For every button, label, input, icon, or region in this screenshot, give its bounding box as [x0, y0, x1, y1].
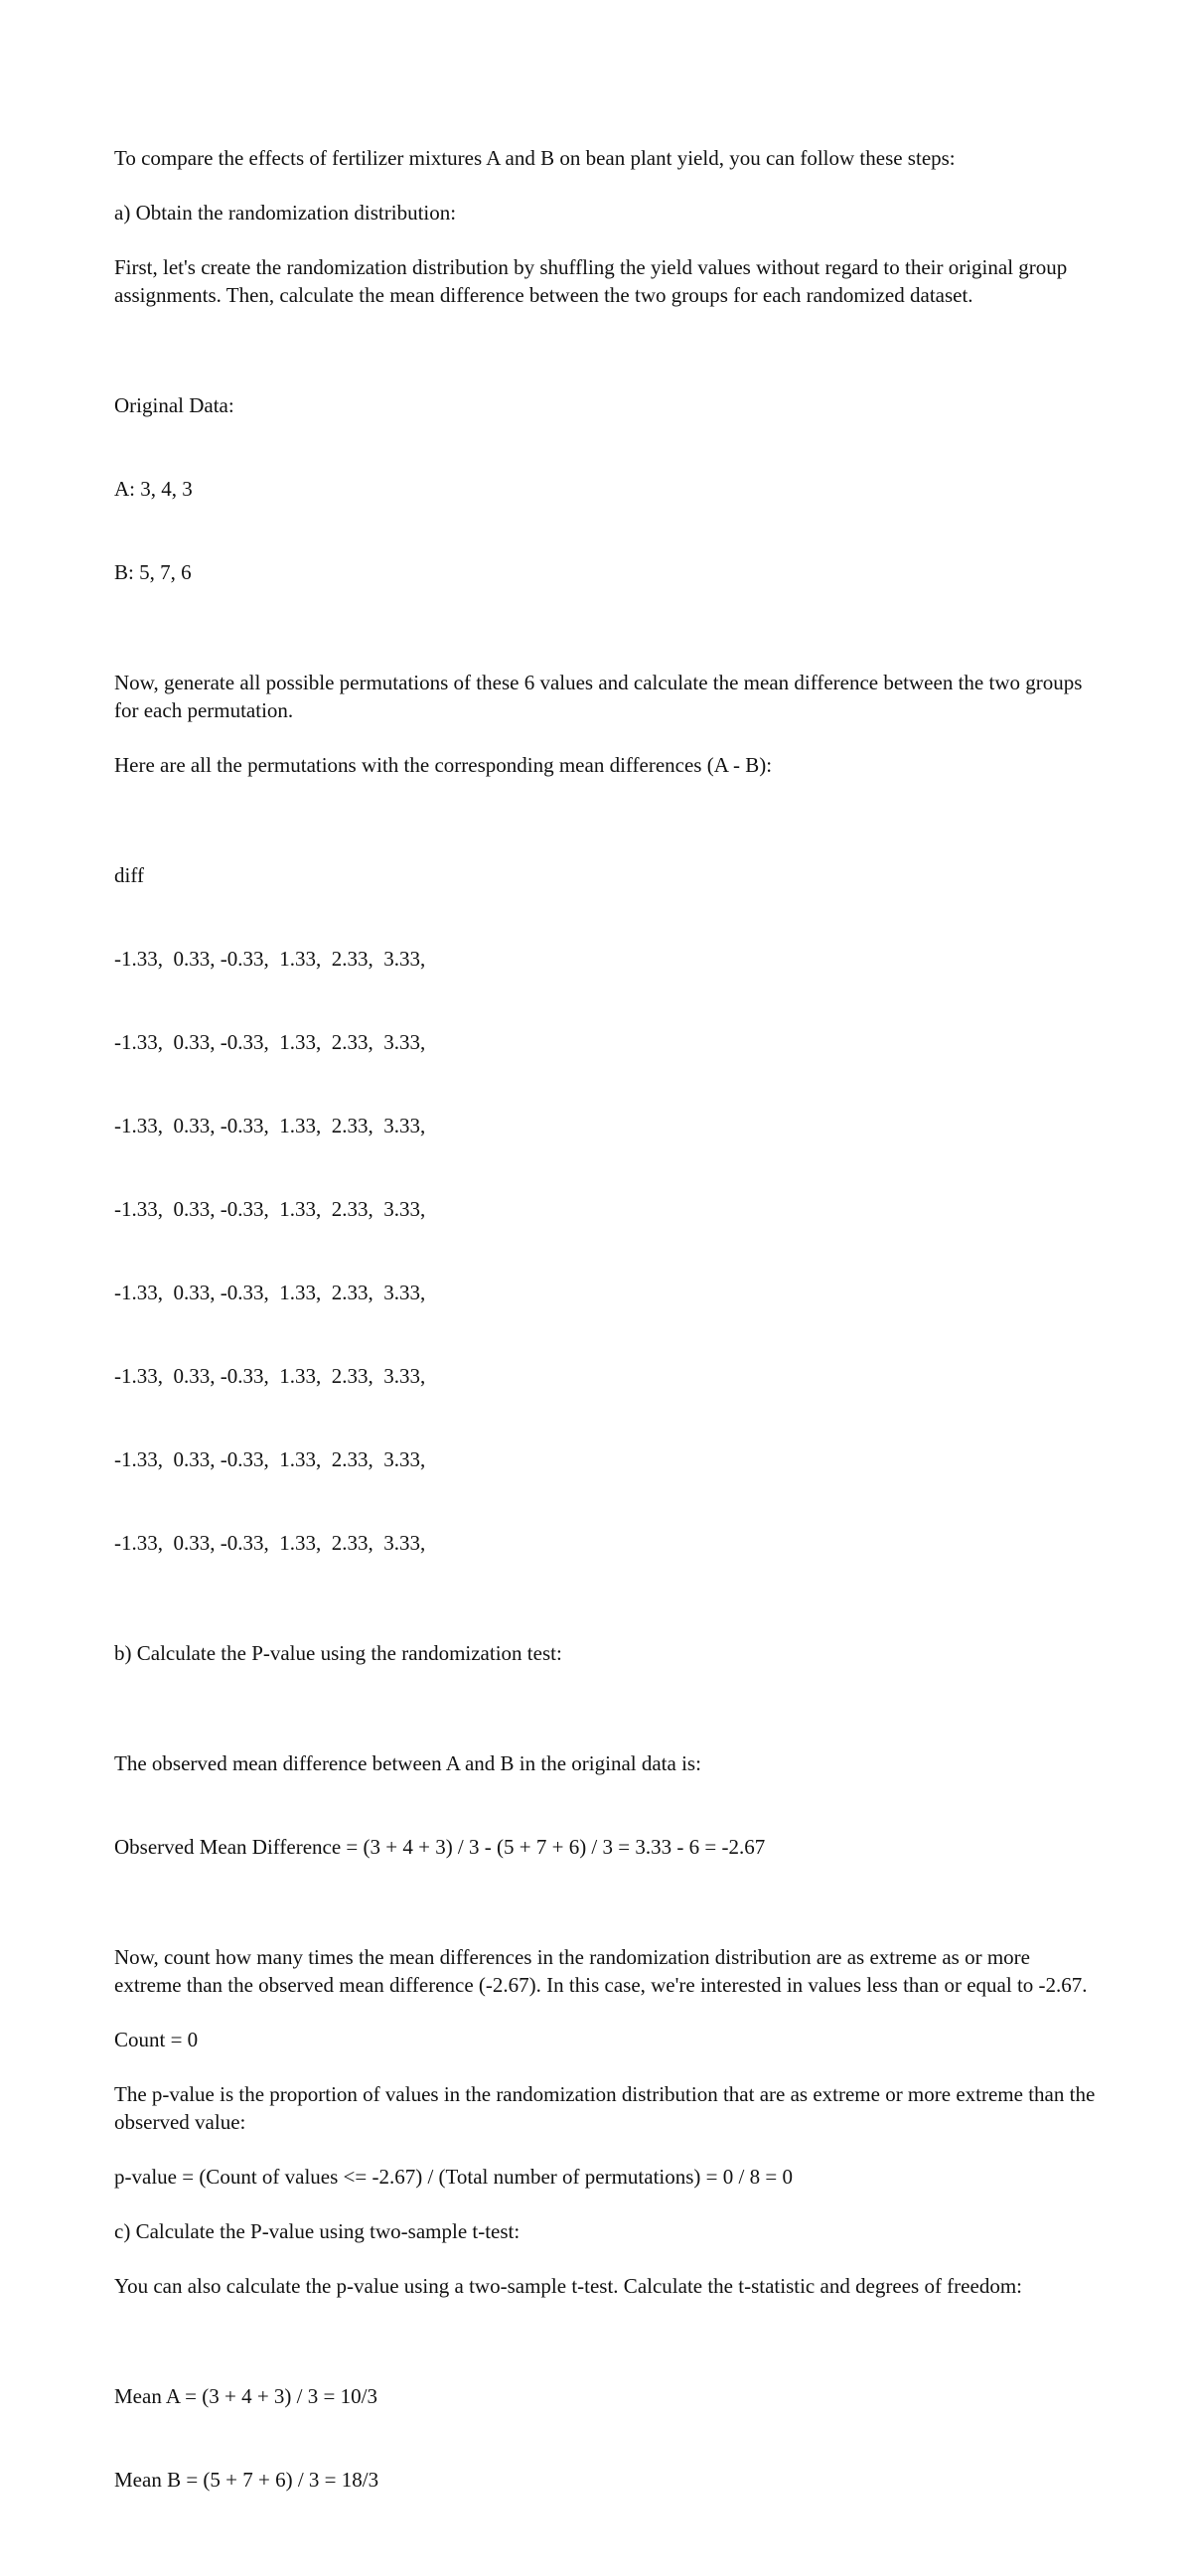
mean-a-formula: Mean A = (3 + 4 + 3) / 3 = 10/3	[114, 2384, 377, 2408]
diff-table-row: -1.33, 0.33, -0.33, 1.33, 2.33, 3.33,	[114, 1281, 426, 1304]
means-block	[114, 2327, 1098, 2549]
diff-table-row: -1.33, 0.33, -0.33, 1.33, 2.33, 3.33,	[114, 947, 426, 971]
section-b-count: Count = 0	[114, 2028, 199, 2051]
diff-table-row: -1.33, 0.33, -0.33, 1.33, 2.33, 3.33,	[114, 1447, 426, 1471]
document-page	[114, 144, 1101, 2576]
diff-table	[114, 806, 1098, 1612]
diff-table-row: -1.33, 0.33, -0.33, 1.33, 2.33, 3.33,	[114, 1114, 426, 1137]
observed-difference-block	[114, 1694, 1098, 1916]
section-a-paragraph-3: Here are all the permutations with the corresponding mean differences (A - B):	[114, 753, 773, 777]
section-b-heading: b) Calculate the P-value using the randomization test:	[114, 1641, 562, 1665]
diff-table-row: -1.33, 0.33, -0.33, 1.33, 2.33, 3.33,	[114, 1531, 426, 1555]
observed-difference-formula: Observed Mean Difference = (3 + 4 + 3) / 3 - (5 + 7 + 6) / 3 = 3.33 - 6 = -2.67	[114, 1835, 766, 1859]
section-b-paragraph-2: Now, count how many times the mean differences in the randomization distribution are as extreme as or more extreme than the observed mean difference (-2.67). In this case, we're interested in values less than or equal to -2.67.	[114, 1945, 1088, 1997]
section-c-paragraph-1: You can also calculate the p-value using a two-sample t-test. Calculate the t-statistic and degrees of freedom:	[114, 2274, 1022, 2298]
original-data-block	[114, 336, 1098, 642]
diff-table-row: -1.33, 0.33, -0.33, 1.33, 2.33, 3.33,	[114, 1197, 426, 1221]
section-a-paragraph-1: First, let's create the randomization distribution by shuffling the yield values without regard to their original group assignments. Then, calculate the mean difference between the two groups for each randomized dataset.	[114, 255, 1073, 307]
original-data-title: Original Data:	[114, 393, 234, 417]
section-a-paragraph-2: Now, generate all possible permutations of these 6 values and calculate the mean difference between the two groups for each permutation.	[114, 671, 1088, 722]
section-c-heading: c) Calculate the P-value using two-sample t-test:	[114, 2219, 521, 2243]
original-data-b: B: 5, 7, 6	[114, 560, 192, 584]
intro-paragraph: To compare the effects of fertilizer mixtures A and B on bean plant yield, you can follow these steps:	[114, 146, 956, 170]
section-b-paragraph-3: The p-value is the proportion of values in the randomization distribution that are as extreme or more extreme than the observed value:	[114, 2082, 1101, 2134]
original-data-a: A: 3, 4, 3	[114, 477, 193, 501]
diff-table-header: diff	[114, 863, 144, 887]
mean-b-formula: Mean B = (5 + 7 + 6) / 3 = 18/3	[114, 2468, 379, 2492]
diff-table-row: -1.33, 0.33, -0.33, 1.33, 2.33, 3.33,	[114, 1364, 426, 1388]
section-b-pvalue: p-value = (Count of values <= -2.67) / (Total number of permutations) = 0 / 8 = 0	[114, 2165, 793, 2189]
observed-difference-intro: The observed mean difference between A and B in the original data is:	[114, 1751, 701, 1775]
section-a-heading: a) Obtain the randomization distribution:	[114, 201, 457, 225]
diff-table-row: -1.33, 0.33, -0.33, 1.33, 2.33, 3.33,	[114, 1030, 426, 1054]
